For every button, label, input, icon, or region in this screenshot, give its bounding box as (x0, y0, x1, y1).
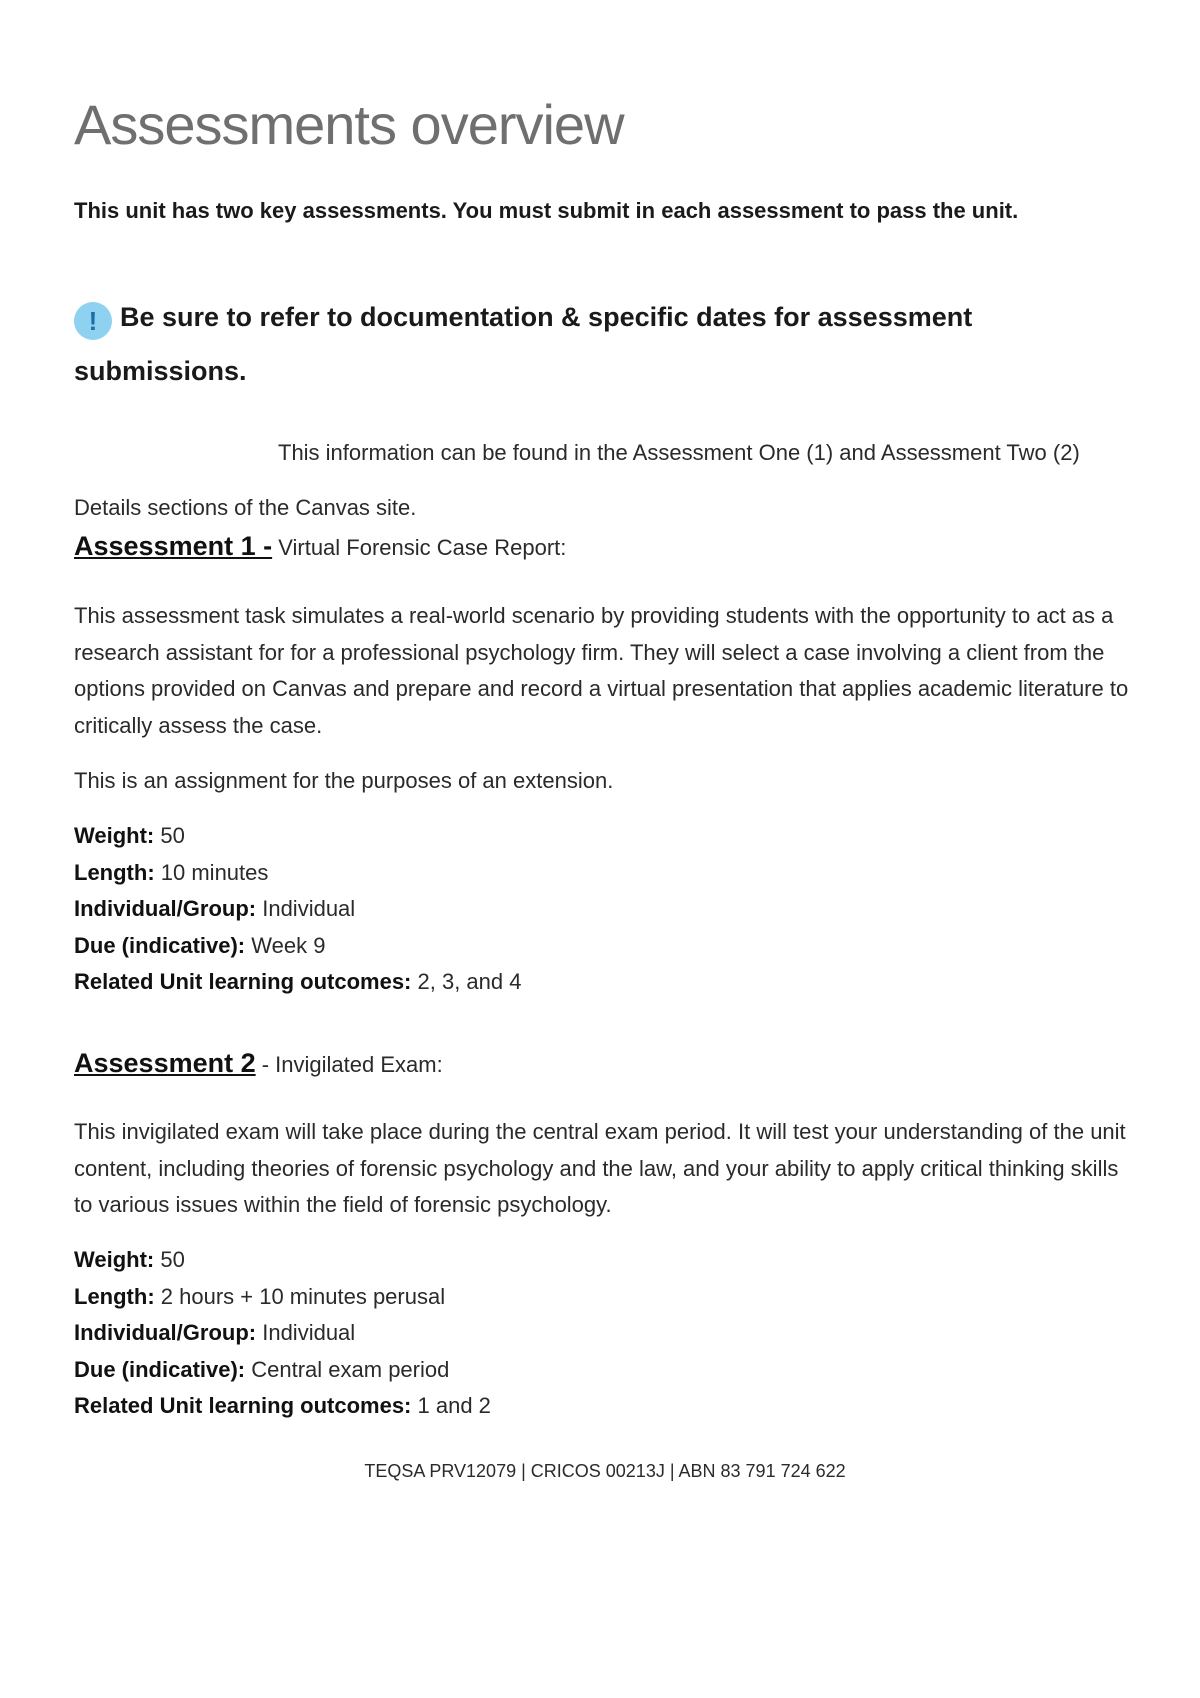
detail-value: Central exam period (245, 1356, 450, 1382)
detail-label: Length: (74, 1283, 155, 1309)
info-text: This information can be found in the Assessment One (1) and Assessment Two (2) Details sections of the Canvas site. (74, 440, 1080, 520)
assessment2-heading (74, 1048, 443, 1079)
detail-value: 50 (154, 823, 185, 848)
assessment1-details (74, 818, 1136, 1001)
detail-label: Related Unit learning outcomes: (74, 969, 412, 994)
detail-value: Individual (256, 1320, 356, 1345)
detail-row (74, 1352, 1136, 1389)
assessment1-subtitle: Virtual Forensic Case Report: (272, 535, 567, 560)
assessment1-heading (74, 531, 566, 562)
detail-row (74, 928, 1136, 965)
assessment2-details (74, 1242, 1136, 1425)
page-title: Assessments overview (74, 93, 624, 156)
detail-value: 2 hours + 10 minutes perusal (154, 1283, 446, 1309)
detail-row (74, 855, 1136, 892)
detail-label: Length: (74, 859, 155, 885)
detail-label: Due (indicative): (74, 1356, 246, 1382)
assessment1-description: This assessment task simulates a real-world scenario by providing students with the opportunity to act as a research assistant for for a professional psychology firm. They will select a case involving a client from the options provided on Canvas and prepare and record a virtual presentation that applies academic literature to critically assess the case. (74, 603, 1129, 738)
detail-row (74, 891, 1136, 928)
assessment1-title: Assessment 1 - (74, 531, 273, 561)
detail-row (74, 1388, 1136, 1425)
intro-text: This unit has two key assessments. You must submit in each assessment to pass the unit. (74, 198, 1019, 223)
exclamation-icon: ! (74, 302, 112, 340)
detail-row (74, 818, 1136, 855)
detail-label: Individual/Group: (74, 896, 257, 921)
notice-callout (74, 290, 1136, 398)
assessment2-description: This invigilated exam will take place during the central exam period. It will test your understanding of the unit content, including theories of forensic psychology and the law, and your ability to apply critical thinking skills to various issues within the field of forensic psychology. (74, 1119, 1126, 1217)
detail-label: Due (indicative): (74, 932, 246, 958)
detail-value: Individual (256, 896, 356, 921)
assessment2-subtitle: - Invigilated Exam: (255, 1052, 443, 1077)
detail-label: Individual/Group: (74, 1320, 257, 1345)
detail-value: Week 9 (245, 932, 326, 958)
detail-label: Weight: (74, 1247, 155, 1272)
detail-value: 50 (154, 1247, 185, 1272)
detail-value: 2, 3, and 4 (411, 969, 522, 994)
detail-value: 10 minutes (154, 859, 269, 885)
detail-row (74, 964, 1136, 1001)
assessment1-extension-note: This is an assignment for the purposes of an extension. (74, 768, 614, 793)
detail-value: 1 and 2 (411, 1393, 491, 1418)
detail-row (74, 1279, 1136, 1316)
detail-label: Weight: (74, 823, 155, 848)
detail-row (74, 1242, 1136, 1279)
detail-row (74, 1315, 1136, 1352)
detail-label: Related Unit learning outcomes: (74, 1393, 412, 1418)
assessment2-title: Assessment 2 (74, 1048, 256, 1078)
notice-text: Be sure to refer to documentation & specific dates for assessment submissions. (74, 302, 973, 386)
footer-text: TEQSA PRV12079 | CRICOS 00213J | ABN 83 791 724 622 (364, 1461, 846, 1481)
